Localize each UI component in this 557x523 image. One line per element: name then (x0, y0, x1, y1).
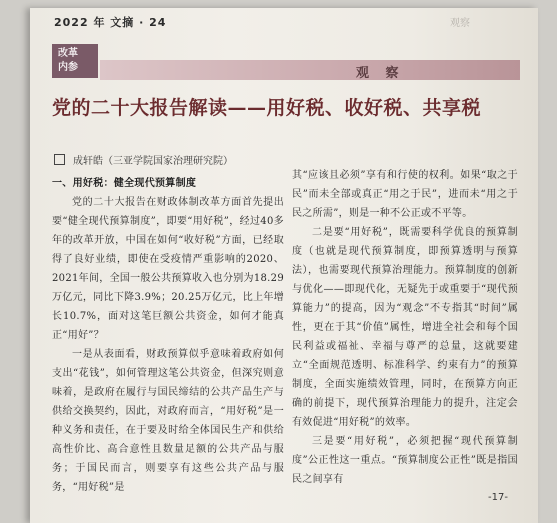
paragraph: 党的二十大报告在财政体制改革方面首先提出要“健全现代预算制度”，即要“用好税”，经过40多年的改革开放，中国在如何“收好税”方面，已经取得了良好业绩，即使在受疫情严重影响的2020、2021年间，全国一般公共预算收入也分别为18.29万亿元，同比下降3.9%；20.25万亿元，比上年增长10.7%，面对这笔巨额公共资金，如何才能真正“用好”？ (52, 197, 284, 341)
paragraph: 三是要“用好税”，必须把握“现代预算制度”公正性这一重点。“预算制度公正性”既是指国民之间享有 (292, 436, 518, 485)
left-column (52, 174, 284, 497)
section-heading: 一、用好税：健全现代预算制度 (52, 178, 197, 189)
paragraph: 其“应该且必须”享有和行使的权利。如果“取之于民”而未全部或真正“用之于民”，进而未“用之于民之所需”，则是一种不公正或不平等。 (292, 170, 518, 219)
section-label: 观 察 (356, 66, 405, 81)
author-row (54, 152, 233, 167)
square-bullet-icon (54, 154, 65, 165)
paragraph: 二是要“用好税”，既需要科学优良的预算制度（也就是现代预算制度，即预算透明与预算法），也需要现代预算治理能力。预算制度的创新与优化——即现代化，无疑先于或重要于“现代预算能力”的提高，因为“观念”不专指其“时间”属性，更在于其“价值”属性，增进全社会和每个国民利益或福祉、幸福与尊严的总量，这就要建立“全面规范透明、标准科学、约束有力”的预算制度，全面实施绩效管理，同时，在预算方向正确的前提下，现代预算治理能力的提升，注定会有效促进“用好税”的效率。 (292, 227, 518, 428)
column-badge (52, 44, 98, 78)
author-name: 成轩皓（三亚学院国家治理研究院） (73, 156, 233, 167)
section-bar (100, 60, 520, 80)
running-head-right: 观察 (450, 18, 470, 29)
column-badge-line2: 内参 (58, 62, 78, 73)
right-column (292, 166, 518, 489)
magazine-page (30, 8, 538, 523)
article-title: 党的二十大报告解读——用好税、收好税、共享税 (52, 97, 482, 119)
running-head: 2022 年 文摘 · 24 (54, 16, 167, 29)
page-number: -17- (488, 492, 508, 503)
paragraph: 一是从表面看，财政预算似乎意味着政府如何支出“花钱”，如何管理这笔公共资金，但深究则意味着，是政府在履行与国民缔结的公共产品生产与供给交换契约，因此，对政府而言，“用好税”是一种义务和责任，在于要及时给全体国民生产和供给高性价比、高合意性且数量足额的公共产品与服务；于国民而言，则要享有这些公共产品与服务，“用好税”是 (52, 349, 284, 493)
column-badge-line1: 改革 (58, 48, 78, 59)
